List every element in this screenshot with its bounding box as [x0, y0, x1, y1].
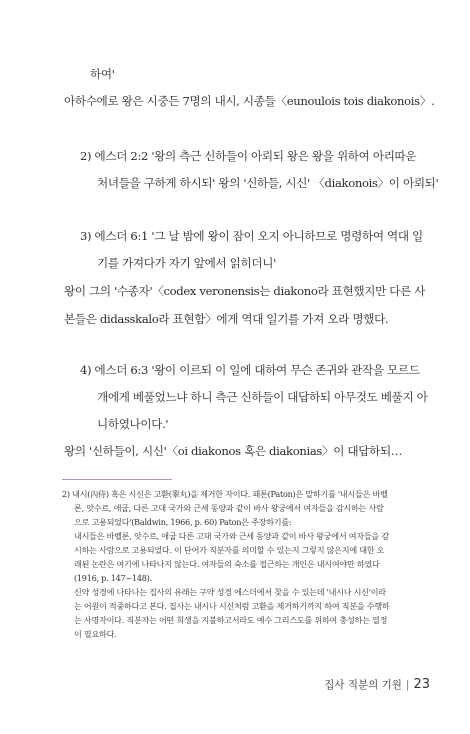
text-line: 하여': [90, 67, 115, 81]
text-line: 3) 에스더 6:1 '그 날 밤에 왕이 잠이 오지 아니하므로 명령하여 역대 일: [80, 229, 423, 243]
text-line: 기를 가져다가 자기 앞에서 읽히더니': [97, 256, 276, 270]
footnote-line: 는 사명자이다. 직분자는 어떤 희생을 지불하고서라도 예수 그리스도를 위하여 충성하는 열정: [74, 615, 388, 625]
text-line: 2) 에스더 2:2 '왕의 측근 신하들이 아뢰되 왕은 왕을 위하여 아리따운: [80, 149, 417, 163]
text-line: 아하수에로 왕은 시중든 7명의 내시, 시종들〈eunoulois tois diakonois〉.: [64, 94, 435, 108]
text-line: 니하였나이다.': [97, 417, 169, 431]
footnote-line: 이 필요하다.: [74, 629, 117, 639]
footnote-line: 내시들은 바벨론, 앗수르, 애굽 다른 고대 국가와 근세 동양과 같이 바사 왕궁에서 여자들을 감: [74, 531, 389, 541]
footnote-line: (1916, p. 147~148).: [74, 573, 152, 583]
text-line: 왕이 그의 '수종자'〈codex veronensis는 diakono라 표현했지만 다른 사: [64, 284, 426, 298]
text-line: 4) 에스더 6:3 '왕이 이르되 이 일에 대하여 무슨 존귀와 관작을 모르드: [80, 363, 420, 377]
footer-separator: |: [405, 679, 410, 691]
footnote-line: 2) 내시(內侍) 혹은 시신은 고환(睾丸)을 제거한 자이다. 패톤(Paton)은 말하기를 '내시들은 바벨: [62, 489, 388, 499]
footnote-line: 론, 앗수르, 애굽, 다른 고대 국가와 근세 동양과 같이 바사 왕궁에서 여자들을 감시하는 사람: [74, 503, 384, 513]
text-line: 본들은 didasskalo라 표현함〉에게 역대 일기를 가져 오라 명했다.: [64, 312, 389, 326]
footnote-line: 으로 고용되었다'(Baldwin, 1966, p. 60) Paton은 주장하기를:: [74, 517, 292, 527]
footnote-line: 는 어원이 적중하다고 본다. 집사는 내시나 시신처럼 고환을 제거하기까지 하여 직분을 수행하: [74, 601, 390, 611]
footnote-line: 시하는 사람으로 고용되었다. 이 단어가 직분자를 의미할 수 있는지 그렇지 않은지에 대한 오: [74, 545, 385, 555]
text-line: 왕의 '신하들이, 시신'〈oi diakonos 혹은 diakonias〉이 대답하되…: [64, 444, 403, 458]
footnote-divider: [62, 479, 172, 480]
footnote-line: 신약 성경에 나타나는 집사의 유래는 구약 성경 에스더에서 찾을 수 있는데 '내시나 시신'이라: [74, 587, 386, 597]
running-title: 집사 직분의 기원: [324, 679, 402, 691]
page-number: 23: [413, 677, 430, 692]
page-footer: [324, 677, 430, 692]
text-line: 처녀들을 구하게 하시되' 왕의 '신하들, 시신' 〈diakonois〉이 아뢰되': [97, 176, 439, 190]
footnote-line: 래된 논란은 여기에 나타나지 않는다. 여자들의 숙소를 접근하는 개인은 내시여야만 하였다: [74, 559, 380, 569]
text-line: 개에게 베풀었느냐 하니 측근 신하들이 대답하되 아무것도 베풀지 아: [97, 390, 428, 404]
